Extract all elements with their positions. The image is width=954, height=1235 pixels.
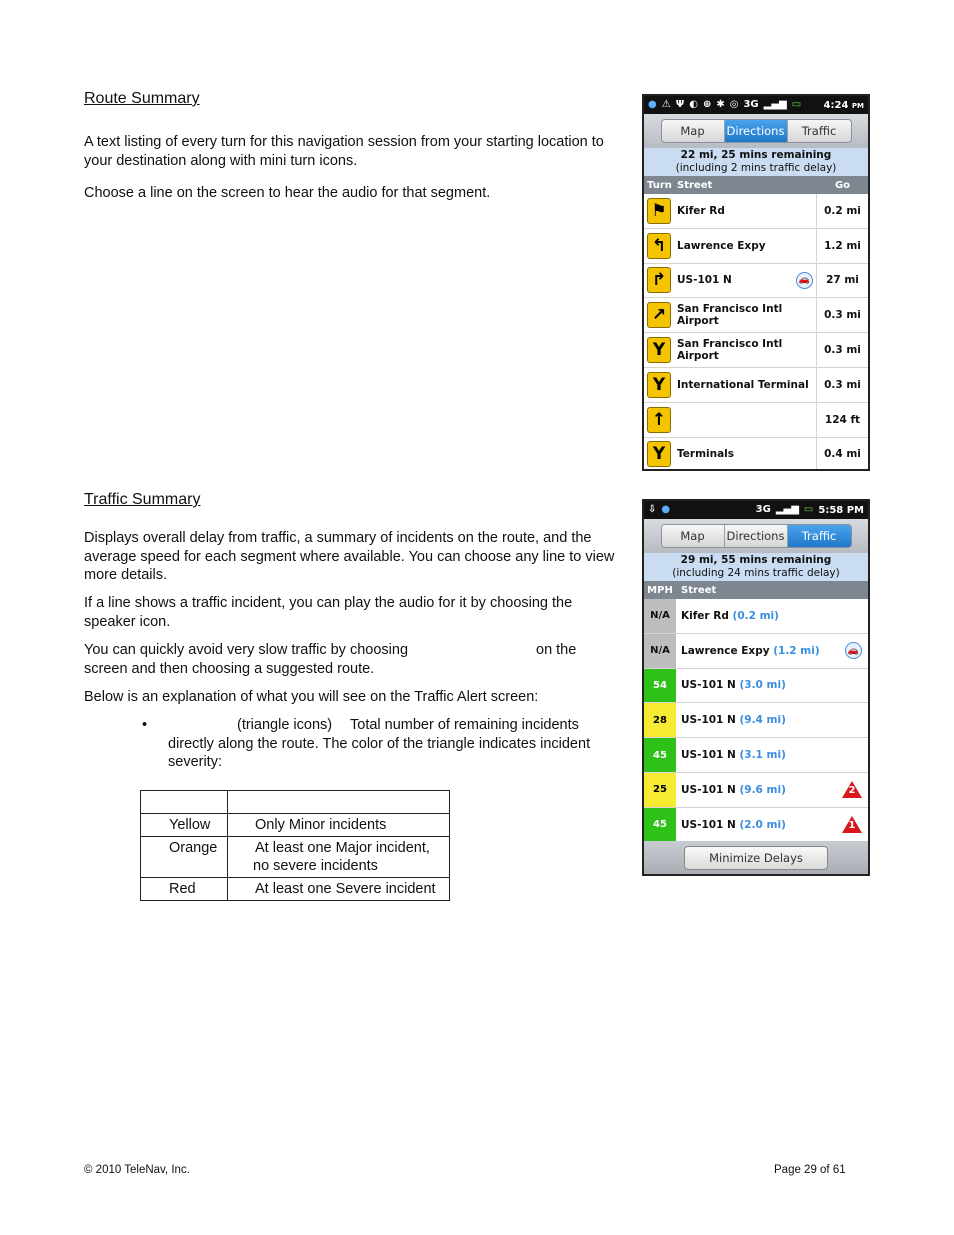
directions-column-header [644, 176, 868, 194]
table-row [141, 814, 450, 837]
street-cell [674, 403, 817, 437]
tab-map[interactable]: Map [662, 120, 725, 142]
incident-count: 2 [848, 785, 856, 797]
street-cell [676, 714, 868, 726]
table-header-cell [228, 791, 450, 814]
speed-badge: 54 [644, 669, 676, 703]
fork-icon: Y [647, 337, 671, 363]
tab-map[interactable]: Map [662, 525, 725, 547]
table-header-cell [141, 791, 228, 814]
street-cell [676, 816, 868, 833]
fork-icon: Y [647, 372, 671, 398]
speed-badge: 45 [644, 808, 676, 842]
flag-icon: ⚑ [647, 198, 671, 224]
direction-row[interactable] [644, 333, 868, 368]
street-name: US-101 N [681, 818, 736, 831]
incident-severity-table [140, 790, 450, 901]
col-street: Street [677, 179, 713, 191]
status-time: 4:24 PM [823, 99, 864, 111]
street-cell [676, 642, 868, 659]
traffic-row[interactable] [644, 703, 868, 738]
turn-left-icon: ↰ [647, 233, 671, 259]
street-cell [674, 438, 817, 471]
route-remaining-summary [644, 553, 868, 581]
street-label [681, 714, 786, 726]
street-name: Lawrence Expy [677, 239, 766, 252]
table-row [141, 837, 450, 878]
traffic-delay-note: (including 24 mins traffic delay) [672, 567, 840, 579]
traffic-row[interactable] [644, 599, 868, 634]
street-cell [674, 264, 817, 298]
direction-row[interactable] [644, 264, 868, 299]
street-cell [674, 229, 817, 263]
street-name: US-101 N [681, 714, 736, 727]
signal-icon: ▂▄▆ [763, 99, 787, 110]
street-cell [676, 781, 868, 798]
traffic-row[interactable] [644, 808, 868, 843]
signal-icon: ▂▄▆ [775, 504, 799, 515]
table-header-row [141, 791, 450, 814]
route-remaining-summary [644, 148, 868, 176]
street-cell [676, 749, 868, 761]
route-summary-description: A text listing of every turn for this navigation session from your starting location to your destination along with mini turn icons. [84, 134, 604, 169]
segment-distance: (3.0 mi) [739, 679, 786, 692]
turn-cell [644, 198, 674, 224]
footer-page-number: Page 29 of 61 [774, 1164, 846, 1176]
turn-right-icon: ↱ [647, 267, 671, 293]
bullet-incidents-line3: severity: [168, 754, 222, 770]
severity-meaning: Only Minor incidents [228, 814, 450, 837]
incident-count: 1 [848, 820, 856, 832]
traffic-car-icon[interactable]: 🚗 [845, 642, 862, 659]
tab-traffic[interactable]: Traffic [788, 120, 851, 142]
incident-alert-icon[interactable] [842, 816, 862, 833]
segment-distance: (9.4 mi) [739, 714, 786, 727]
street-cell [676, 610, 868, 622]
download-icon: ⇩ [648, 504, 657, 515]
direction-row[interactable] [644, 403, 868, 438]
avoid-traffic-note-line1: You can quickly avoid very slow traffic by choosing [84, 642, 409, 658]
street-name: International Terminal [677, 378, 809, 391]
go-distance: 0.4 mi [824, 448, 861, 461]
bullet-incidents-text: Total number of remaining incidents [350, 717, 579, 733]
turn-cell [644, 407, 674, 433]
tab-traffic[interactable]: Traffic [788, 525, 851, 547]
direction-row[interactable] [644, 368, 868, 403]
col-mph: MPH [647, 584, 673, 596]
route-summary-audio-note: Choose a line on the screen to hear the audio for that segment. [84, 185, 491, 201]
street-name: Lawrence Expy [681, 644, 770, 657]
turn-cell [644, 233, 674, 259]
col-go: Go [834, 179, 851, 191]
severity-meaning: At least one Severe incident [228, 878, 450, 901]
table-row [141, 878, 450, 901]
usb-icon: Ψ [675, 99, 685, 110]
street-label [681, 645, 820, 657]
speed-badge: 25 [644, 773, 676, 807]
directions-screenshot [642, 94, 870, 471]
footer-copyright: © 2010 TeleNav, Inc. [84, 1164, 190, 1176]
go-distance: 0.3 mi [824, 309, 861, 322]
street-label [681, 610, 779, 622]
street-cell [674, 298, 817, 332]
street-cell [676, 679, 868, 691]
straight-icon: ↑ [647, 407, 671, 433]
turn-cell [644, 337, 674, 363]
go-distance: 27 mi [826, 274, 859, 287]
turn-cell [644, 372, 674, 398]
street-name: US-101 N [681, 749, 736, 762]
severity-meaning-line1: At least one Major incident, [255, 840, 430, 856]
speed-badge: 45 [644, 738, 676, 772]
traffic-screenshot [642, 499, 870, 876]
direction-row[interactable] [644, 438, 868, 471]
severity-color: Orange [141, 837, 228, 878]
battery-icon: ▭ [791, 99, 802, 110]
tab-directions[interactable]: Directions [725, 120, 788, 142]
gps-icon: ⊕ [702, 99, 712, 110]
bottom-action-bar [644, 841, 868, 874]
incident-alert-icon[interactable] [842, 781, 862, 798]
traffic-delay-note: (including 2 mins traffic delay) [675, 162, 837, 174]
col-turn: Turn [647, 179, 672, 191]
go-distance: 0.2 mi [824, 204, 861, 217]
street-name: San Francisco Intl Airport [677, 338, 783, 363]
segment-distance: (0.2 mi) [732, 609, 779, 622]
alarm-icon: ◎ [729, 99, 739, 110]
direction-row[interactable] [644, 229, 868, 264]
street-name: San Francisco Intl Airport [677, 303, 783, 328]
telenav-icon: ● [648, 99, 657, 110]
status-time: 5:58 PM [818, 504, 864, 516]
go-distance: 0.3 mi [824, 344, 861, 357]
segment-distance: (1.2 mi) [773, 644, 820, 657]
turn-cell [644, 302, 674, 328]
bluetooth-icon: ✱ [716, 99, 725, 110]
direction-row[interactable] [644, 194, 868, 229]
direction-row[interactable] [644, 298, 868, 333]
traffic-summary-description: Displays overall delay from traffic, a summary of incidents on the route, and the average speed for each segment where available. You can choose any line to view more details. [84, 530, 615, 583]
street-name: Kifer Rd [677, 204, 725, 217]
bullet-triangle-icons: (triangle icons) [237, 717, 333, 733]
traffic-summary-heading: Traffic Summary [84, 491, 201, 508]
street-cell [674, 194, 817, 228]
street-label [681, 679, 786, 691]
segment-distance: (9.6 mi) [739, 783, 786, 796]
traffic-row[interactable] [644, 669, 868, 704]
street-name: US-101 N [677, 274, 732, 287]
avoid-traffic-note-line2: screen and then choosing a suggested route. [84, 661, 375, 677]
street-cell [674, 333, 817, 367]
traffic-row[interactable] [644, 738, 868, 773]
traffic-alert-intro: Below is an explanation of what you will see on the Traffic Alert screen: [84, 689, 539, 705]
route-summary-heading: Route Summary [84, 90, 200, 107]
tab-directions[interactable]: Directions [725, 525, 788, 547]
traffic-column-header [644, 581, 868, 599]
network-3g-icon: 3G [755, 504, 771, 515]
traffic-row[interactable] [644, 634, 868, 669]
street-name: US-101 N [681, 783, 736, 796]
traffic-car-icon[interactable]: 🚗 [796, 272, 813, 289]
street-name: Kifer Rd [681, 609, 729, 622]
go-distance: 1.2 mi [824, 239, 861, 252]
speed-badge: N/A [644, 634, 676, 668]
street-label [681, 784, 786, 796]
bullet-dot: • [142, 717, 148, 733]
street-label [681, 819, 786, 831]
col-street: Street [681, 584, 717, 596]
minimize-delays-button[interactable]: Minimize Delays [684, 846, 828, 870]
severity-meaning [228, 837, 450, 878]
turn-cell [644, 267, 674, 293]
remaining-distance-time: 29 mi, 55 mins remaining [680, 554, 832, 566]
go-distance: 124 ft [824, 413, 861, 426]
severity-color: Yellow [141, 814, 228, 837]
avoid-traffic-note-suffix: on the [536, 642, 577, 658]
status-bar [644, 501, 868, 519]
traffic-row[interactable] [644, 773, 868, 808]
network-3g-icon: 3G [743, 99, 759, 110]
street-name: Terminals [677, 448, 735, 461]
segment-distance: (3.1 mi) [739, 749, 786, 762]
severity-meaning-line2: no severe incidents [253, 858, 378, 874]
street-name: US-101 N [681, 679, 736, 692]
street-cell [674, 368, 817, 402]
remaining-distance-time: 22 mi, 25 mins remaining [680, 149, 832, 161]
warning-icon: ⚠ [661, 99, 671, 110]
battery-icon: ▭ [803, 504, 814, 515]
telenav-icon: ● [661, 504, 671, 515]
bear-right-icon: ↗ [647, 302, 671, 328]
status-bar [644, 96, 868, 114]
segment-distance: (2.0 mi) [739, 818, 786, 831]
go-distance: 0.3 mi [824, 378, 861, 391]
sync-icon: ◐ [689, 99, 698, 110]
speed-badge: 28 [644, 703, 676, 737]
bullet-incidents-line2: directly along the route. The color of the triangle indicates incident [168, 736, 591, 752]
speed-badge: N/A [644, 599, 676, 633]
turn-cell [644, 441, 674, 467]
fork-icon: Y [647, 441, 671, 467]
street-label [681, 749, 786, 761]
traffic-incident-audio-note: If a line shows a traffic incident, you can play the audio for it by choosing the speaker icon. [84, 595, 573, 630]
severity-color: Red [141, 878, 228, 901]
